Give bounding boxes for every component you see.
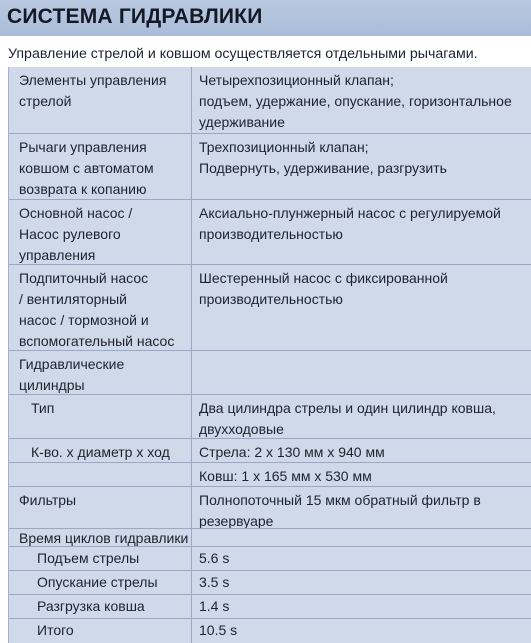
row-value: Два цилиндра стрелы и один цилиндр ковша, двухходовые <box>199 400 496 437</box>
table-row-main-pump <box>9 199 531 264</box>
table-row-cylinder-boom-dims <box>9 438 531 462</box>
row-value: Шестеренный насос с фиксированной производительностью <box>199 270 448 307</box>
row-value: 10.5 s <box>199 622 238 638</box>
row-label: Тип <box>31 400 55 416</box>
table-row-bucket-dump <box>9 594 531 618</box>
table-row-boom-controls <box>9 67 531 133</box>
column-divider <box>191 351 192 394</box>
row-value: Трехпозиционный клапан; Подвернуть, удерживание, разгрузить <box>199 139 447 176</box>
column-divider <box>191 529 192 546</box>
row-value: Аксиально-плунжерный насос с регулируемой производительностью <box>199 205 501 242</box>
table-row-cycle-times-heading <box>9 528 531 546</box>
row-value: 5.6 s <box>199 550 230 566</box>
table-row-cylinder-type <box>9 394 531 438</box>
column-divider <box>191 595 192 618</box>
column-divider <box>191 439 192 462</box>
row-value: Ковш: 1 х 165 мм х 530 мм <box>199 468 372 484</box>
table-row-filters <box>9 486 531 528</box>
intro-text: Управление стрелой и ковшом осуществляется отдельными рычагами. <box>8 46 478 62</box>
column-divider <box>191 200 192 264</box>
row-value: Полнопоточный 15 мкм обратный фильтр в резервуаре <box>199 492 481 529</box>
table-row-boom-lower <box>9 570 531 594</box>
column-divider <box>191 265 192 350</box>
row-label: Основной насос / Насос рулевого управления <box>19 205 133 263</box>
row-label: Подпиточный насос / вентиляторный насос / тормозной и вспомогательный насос <box>19 270 175 349</box>
row-label: Фильтры <box>19 492 77 508</box>
row-label: Опускание стрелы <box>37 574 158 590</box>
row-label: Элементы управления стрелой <box>19 72 167 109</box>
table-row-charge-pump <box>9 264 531 350</box>
column-divider <box>191 134 192 199</box>
row-label: Итого <box>37 622 74 638</box>
column-divider <box>191 619 192 643</box>
table-row-cylinders-heading <box>9 350 531 394</box>
row-value: Четырехпозиционный клапан; подъем, удержание, опускание, горизонтальное удерживание <box>199 72 512 130</box>
row-label: Гидравлические цилиндры <box>19 356 125 393</box>
column-divider <box>191 547 192 570</box>
spec-table <box>8 67 531 643</box>
table-row-bucket-levers <box>9 133 531 199</box>
row-label: Разгрузка ковша <box>37 598 145 614</box>
row-value: Стрела: 2 х 130 мм х 940 мм <box>199 444 385 460</box>
column-divider <box>191 463 192 486</box>
table-row-cylinder-bucket-dims <box>9 462 531 486</box>
row-label: Время циклов гидравлики <box>19 530 189 546</box>
column-divider <box>191 395 192 438</box>
row-value: 1.4 s <box>199 598 230 614</box>
row-label: Подъем стрелы <box>37 550 140 566</box>
row-label: К-во. х диаметр х ход <box>31 444 170 460</box>
column-divider <box>191 487 192 528</box>
row-value: 3.5 s <box>199 574 230 590</box>
column-divider <box>191 571 192 594</box>
row-label: Рычаги управления ковшом с автоматом возврата к копанию <box>19 139 154 197</box>
section-title: СИСТЕМА ГИДРАВЛИКИ <box>7 5 263 28</box>
column-divider <box>191 67 192 133</box>
table-row-boom-raise <box>9 546 531 570</box>
table-row-total <box>9 618 531 643</box>
